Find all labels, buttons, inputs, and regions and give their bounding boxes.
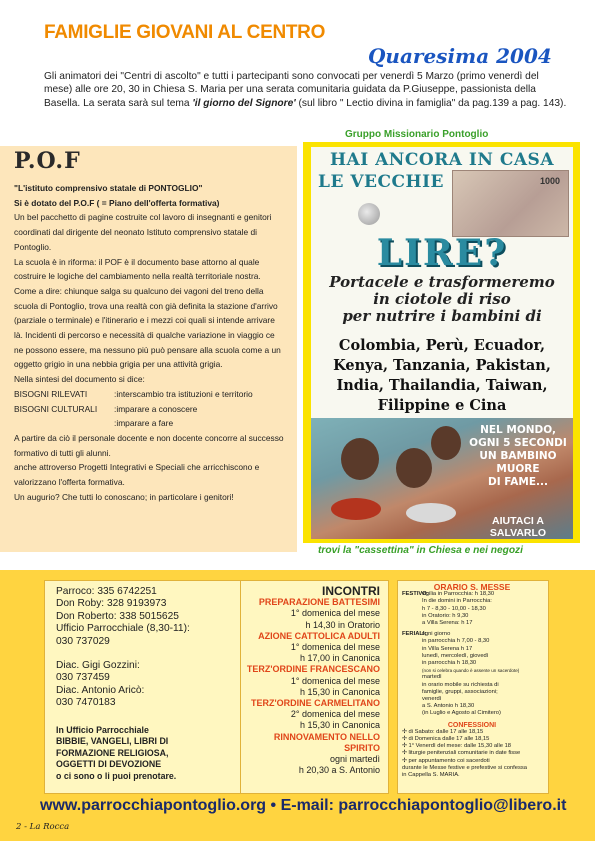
feriali-label: FERIALI: [402, 631, 427, 638]
pof-row2-value: :imparare a conoscere [114, 403, 198, 414]
orario-k2: ✢ di Domenica dalle 17 alle 18,15 [402, 736, 490, 743]
orario-r3: in Villa Serena h 17 [422, 645, 473, 652]
group-title: Gruppo Missionario Pontoglio [345, 129, 489, 140]
pof-row2-label: BISOGNI CULTURALI [14, 403, 98, 414]
orario-list [402, 584, 542, 779]
poster-italic-1: Portacele e trasformeremo [329, 273, 555, 291]
orario-r2: in parrocchia h 7,00 - 8,30 [422, 638, 490, 645]
poster-aiutaci: AIUTACI A SALVARLO [489, 515, 547, 539]
orario-k4: ✢ liturgie penitenziali comunitarie in date fisse [402, 750, 521, 757]
bowl-2 [406, 503, 456, 523]
orario-k3: ✢ 1° Venerdì del mese: dalle 15,30 alle 18 [402, 743, 512, 750]
child-head-1 [341, 438, 379, 480]
incontri-g3: TERZ'ORDINE FRANCESCANO [246, 664, 380, 675]
intro-paragraph [44, 70, 569, 110]
poster-italic-3: per nutrire i bambini di [342, 307, 542, 325]
contact-arico-phone: 030 7470183 [56, 697, 116, 709]
incontri-g5a: ogni martedì [329, 754, 380, 765]
countries-1: Colombia, Perù, Ecuador, [338, 337, 546, 354]
incontri-g4b: h 15,30 in Canonica [299, 720, 380, 731]
orario-title: ORARIO S. MESSE [433, 582, 511, 592]
intro-text-1: Gli animatori dei "Centri di ascolto" e tutti i partecipanti sono convocati per venerdì 5 Marzo (primo venerdì del mese) alle ore 20, 30 in Chiesa S. Maria per una serata comunitaria guidata da P.Giuseppe, passionista della Basella. La serata sarà sul tema [44, 71, 539, 109]
poster-mondo [468, 424, 568, 489]
incontri-g2a: 1° domenica del mese [290, 642, 380, 653]
orario-r12: (in Luglio e Agosto al Cimitero) [422, 710, 501, 717]
pof-row3 [14, 416, 284, 431]
pof-para7: Un augurio? Che tutti lo conoscano; in particolare i genitori! [14, 491, 234, 502]
incontri-g4a: 2° domenica del mese [290, 709, 380, 720]
orario-k7: in Cappella S. MARIA. [402, 772, 460, 779]
page-number: 2 - La Rocca [16, 822, 70, 832]
contact-ufficio: Ufficio Parrocchiale (8,30-11): [56, 623, 190, 635]
countries-4: Filippine e Cina [377, 397, 507, 414]
orario-f3: h 7 - 8,30 - 10,00 - 18,30 [422, 605, 486, 612]
pof-body [14, 181, 284, 504]
incontri-g5: RINNOVAMENTO NELLO SPIRITO [273, 731, 380, 753]
orario-r5: in parrocchia h 18,30 [422, 660, 477, 667]
orario-r10: venerdì [422, 696, 442, 703]
orario-r9: famiglie, gruppi, associazioni; [422, 688, 498, 695]
pof-row3-value: :imparare a fare [114, 418, 174, 429]
incontri-g1b: h 14,30 in Oratorio [305, 619, 380, 630]
mondo-3: UN BAMBINO [479, 450, 557, 462]
pof-para5: A partire da ciò il personale docente e non docente concorre al successo formativo di tutti gli alunni. [14, 432, 284, 458]
ufficio-line1: In Ufficio Parrocchiale [56, 725, 149, 735]
mondo-2: OGNI 5 SECONDI [469, 437, 567, 449]
bowl-1 [331, 498, 381, 520]
orario-r1: ogni giorno [421, 631, 451, 638]
contact-gozzini: Diac. Gigi Gozzini: [56, 660, 140, 672]
pof-line1: "L'istituto comprensivo statale di PONTOGLIO" [14, 183, 203, 193]
ufficio-line3: FORMAZIONE RELIGIOSA, [56, 747, 169, 758]
orario-f2: In die domini in Parrocchia: [422, 598, 492, 605]
incontri-g4: TERZ'ORDINE CARMELITANO [251, 698, 380, 709]
ufficio-line2: BIBBIE, VANGELI, LIBRI DI [56, 736, 169, 747]
orario-r7: martedì [422, 674, 442, 681]
pof-para1: Un bel pacchetto di pagine costruite col lavoro di insegnanti e genitori coordinati dal dirigente del neonato Istituto comprensivo statale di Pontoglio. [14, 212, 272, 252]
page-title: FAMIGLIE GIOVANI AL CENTRO [44, 22, 326, 43]
poster-italic [311, 274, 573, 325]
confessioni-title: CONFESSIONI [447, 721, 497, 729]
pof-row1 [14, 387, 284, 402]
intro-text-2: (sul libro " Lectio divina in famiglia" da pag.139 a pag. 143). [295, 97, 567, 109]
incontri-g3a: 1° domenica del mese [290, 675, 380, 686]
mondo-1: NEL MONDO, [480, 424, 556, 436]
child-head-2 [396, 448, 432, 488]
orario-k5: ✢ per appuntamento coi sacerdoti [402, 757, 490, 764]
pof-row1-label: BISOGNI RILEVATI [14, 388, 88, 399]
orario-f4: in Oratorio: h 9,30 [422, 612, 469, 619]
orario-f1: vigilia in Parrocchia: h 18,30 [421, 591, 495, 598]
page-subtitle: Quaresima 2004 [368, 44, 552, 68]
orario-r4: lunedì, mercoledì, giovedì [422, 652, 489, 659]
incontri-g5b: h 20,30 a S. Antonio [298, 765, 380, 776]
orario-k1: ✢ di Sabato: dalle 17 alle 18,15 [402, 728, 484, 735]
orario-r6: (non si celebra quando è assente un sacerdote) [422, 668, 520, 674]
countries-2: Kenya, Tanzania, Pakistan, [333, 357, 551, 374]
pof-line2: Si è dotato del P.O.F ( = Piano dell'offerta formativa) [14, 197, 220, 208]
ufficio-line4: OGGETTI DI DEVOZIONE [56, 759, 162, 770]
contact-ufficio-phone: 030 737029 [56, 635, 110, 647]
pof-para3: Come a dire: chiunque salga su qualcuno dei vagoni del treno della scuola di Pontoglio, trova una realtà con già definita la stazione d'arrivo (parziale o terminale) e l'itinerario e i mezzi coi quali si intende arrivare là. Incidenti di percorso e necessità di qualche variazione in viaggio ce ne possono essere, ma nessuno più può pensare alla scuola come a un oggetto grigio in una nebbia grigia per una attività grigia. [14, 285, 281, 370]
incontri-g1: PREPARAZIONE BATTESIMI [258, 597, 380, 608]
poster-caption: trovi la "cassettina" in Chiesa e nei negozi [318, 545, 523, 556]
orario-k6: durante le Messe festive e prefestive si confessa [402, 764, 528, 771]
coin-image [358, 203, 380, 225]
incontri-list [245, 586, 380, 776]
mondo-4: MUORE [496, 463, 540, 475]
ufficio-line5: o ci sono o li puoi prenotare. [56, 770, 177, 781]
pof-title: P.O.F [14, 148, 81, 174]
contact-gozzini-phone: 030 737459 [56, 672, 110, 684]
ufficio-notice [56, 725, 176, 782]
pof-row2 [14, 402, 284, 417]
contact-don-roby: Don Roby: 328 9193973 [56, 598, 167, 610]
incontri-g1a: 1° domenica del mese [290, 608, 380, 619]
footer-website[interactable]: www.parrocchiapontoglio.org • E-mail: parrocchiapontoglio@libero.it [40, 797, 567, 814]
contact-arico: Diac. Antonio Aricò: [56, 684, 145, 696]
contact-parroco: Parroco: 335 6742251 [56, 586, 157, 597]
pof-row1-value: :interscambio tra istituzioni e territorio [114, 388, 253, 399]
intro-text-bold: 'il giorno del Signore' [192, 97, 296, 109]
incontri-title: INCONTRI [322, 584, 380, 598]
poster-line1: HAI ANCORA IN CASA [329, 150, 555, 170]
countries-3: India, Thailandia, Taiwan, [336, 377, 548, 394]
poster-lire: LIRE? [376, 232, 508, 274]
orario-r8: in orario mobile su richiesta di [422, 681, 499, 688]
orario-r11: a S. Antonio h 18,30 [422, 703, 475, 710]
mondo-5: DI FAME... [488, 476, 548, 488]
pof-para4: Nella sintesi del documento si dice: [14, 374, 145, 385]
contacts-list [56, 586, 190, 710]
incontri-g2b: h 17,00 in Canonica [299, 653, 380, 664]
incontri-g2: AZIONE CATTOLICA ADULTI [258, 630, 380, 641]
poster-countries [311, 336, 573, 416]
pof-para6: anche attroverso Progetti Integrativi e Speciali che arricchiscono e valorizzano l'offerta formativa. [14, 462, 260, 488]
child-head-3 [431, 426, 461, 460]
contact-don-roberto: Don Roberto: 338 5015625 [56, 610, 179, 622]
poster-line2: LE VECCHIE [318, 172, 445, 192]
incontri-g3b: h 15,30 in Canonica [299, 686, 380, 697]
poster-italic-2: in ciotole di riso [373, 290, 511, 308]
pof-para2: La scuola è in riforma: il POF è il documento base attorno al quale costruire le logiche del cambiamento nella realtà territoriale nostra. [14, 256, 261, 282]
orario-f5: a Villa Serena: h 17 [422, 620, 473, 627]
banknote-value: 1000 [540, 176, 561, 186]
festivo-label: FESTIVO: [402, 591, 429, 598]
